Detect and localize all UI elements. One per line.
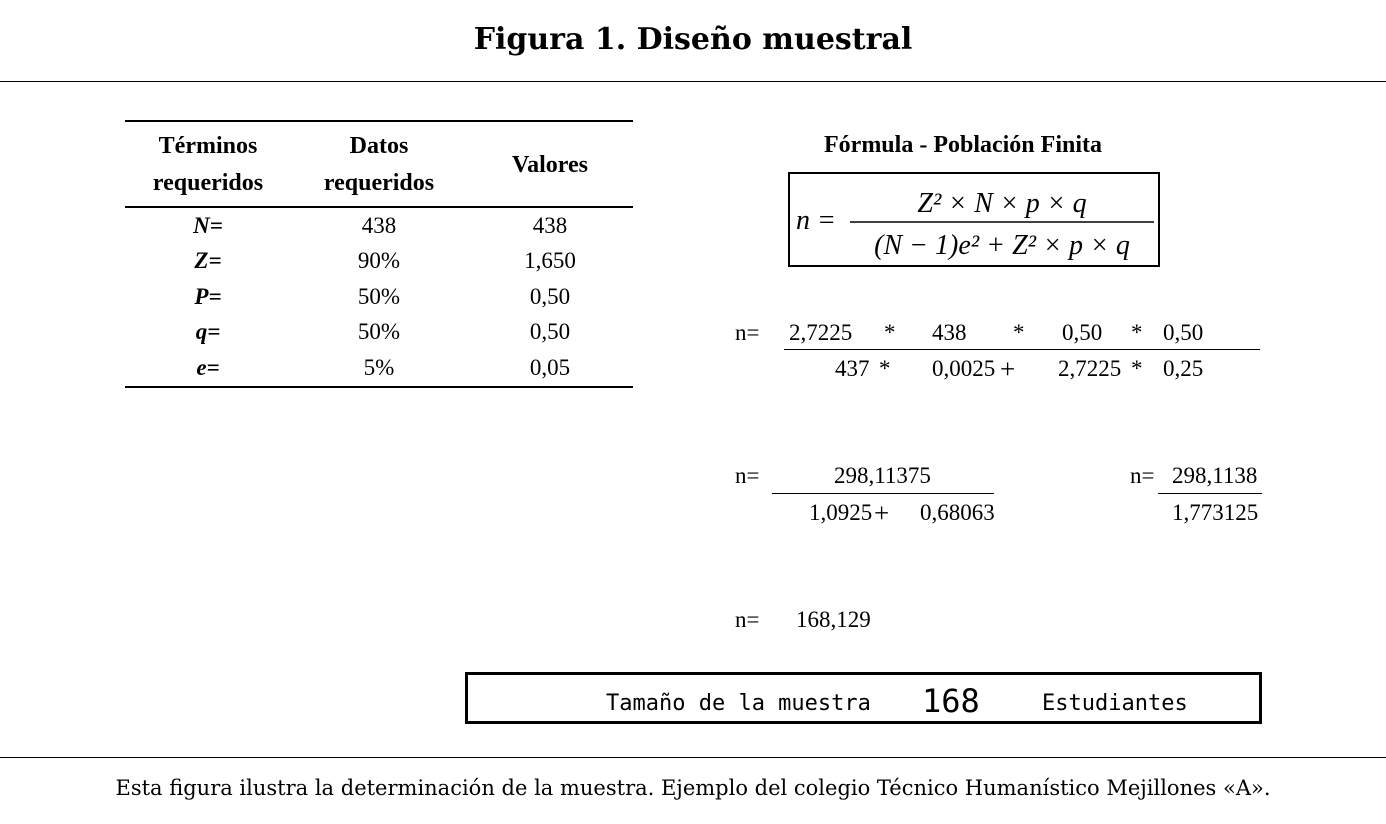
- value-cell: 0,05: [467, 350, 633, 387]
- calc3-denominator: 1,773125: [1172, 500, 1259, 525]
- data-cell: 50%: [357, 319, 401, 345]
- figure-title: Figura 1. Diseño muestral: [473, 22, 913, 57]
- formula-title: Fórmula - Población Finita: [824, 132, 1102, 158]
- calc3-numerator: 298,1138: [1172, 463, 1258, 488]
- table-row: [125, 244, 633, 280]
- data-cell: 50%: [357, 283, 401, 309]
- table-row: [125, 315, 633, 351]
- value-cell: 438: [532, 212, 568, 238]
- figure-caption: Esta figura ilustra la determinación de la muestra. Ejemplo del colegio Técnico Humanístico Mejillones «A».: [115, 776, 1271, 800]
- value-cell: 0,50: [529, 319, 571, 345]
- result-value: 168: [922, 682, 980, 720]
- calc1-num-term: 0,50: [1163, 320, 1204, 345]
- calc1-den-term: 0,0025: [932, 356, 996, 381]
- calc4-value: 168,129: [796, 607, 871, 632]
- result-label: Tamaño de la muestra: [606, 691, 871, 716]
- calc2-den-term: 0,68063: [920, 500, 995, 525]
- calc1-num-operator: *: [884, 320, 896, 345]
- data-cell: 438: [361, 212, 397, 238]
- term-cell: P=: [194, 283, 222, 309]
- calc3-label: n=: [1130, 463, 1155, 488]
- bottom-rule: [0, 757, 1386, 758]
- term-cell: Z=: [194, 248, 222, 274]
- calc1-den-operator: +: [1000, 354, 1016, 384]
- term-cell: q=: [195, 319, 221, 345]
- calc1-fraction-bar: [784, 349, 1260, 350]
- data-table: [125, 120, 633, 388]
- formula-denominator: (N − 1)e² + Z² × p × q: [874, 230, 1130, 261]
- data-cell: 90%: [357, 248, 401, 274]
- term-cell: e=: [125, 350, 291, 387]
- term-cell: N=: [193, 212, 223, 238]
- calc1-den-term: 437: [835, 356, 870, 381]
- value-cell: 1,650: [524, 248, 576, 274]
- formula-lhs: n =: [796, 205, 836, 236]
- formula-numerator: Z² × N × p × q: [917, 188, 1087, 219]
- result-box: [465, 672, 1262, 724]
- table-row: [125, 350, 633, 387]
- formula-graphic: [790, 174, 1158, 265]
- table-row: [125, 207, 633, 244]
- top-rule: [0, 81, 1386, 82]
- calc1-den-operator: *: [879, 356, 891, 381]
- data-cell: 5%: [291, 350, 467, 387]
- calc1-num-operator: *: [1131, 320, 1143, 345]
- calc1-num-term: 0,50: [1062, 320, 1103, 345]
- calc1-label: n=: [735, 320, 760, 345]
- header-terms: Términos requeridos: [125, 121, 291, 207]
- value-cell: 0,50: [529, 283, 571, 309]
- calc4-label: n=: [735, 607, 760, 632]
- calc1-den-term: 2,7225: [1058, 356, 1122, 381]
- calc2-fraction-bar: [772, 493, 994, 494]
- calc3-fraction-bar: [1158, 493, 1262, 494]
- calc2-label: n=: [735, 463, 760, 488]
- calc1-num-operator: *: [1013, 320, 1025, 345]
- formula-box: [788, 172, 1160, 267]
- calc1-num-term: 2,7225: [789, 320, 853, 345]
- calc1-den-term: 0,25: [1163, 356, 1204, 381]
- calc2-den-operator: +: [874, 498, 890, 528]
- table-row: [125, 279, 633, 315]
- calc1-num-term: 438: [932, 320, 967, 345]
- calc2-numerator: 298,11375: [834, 463, 931, 488]
- result-unit: Estudiantes: [1042, 691, 1188, 716]
- header-values: Valores: [467, 121, 633, 207]
- calc2-den-term: 1,0925: [809, 500, 873, 525]
- header-data: Datos requeridos: [291, 121, 467, 207]
- calc1-den-operator: *: [1131, 356, 1143, 381]
